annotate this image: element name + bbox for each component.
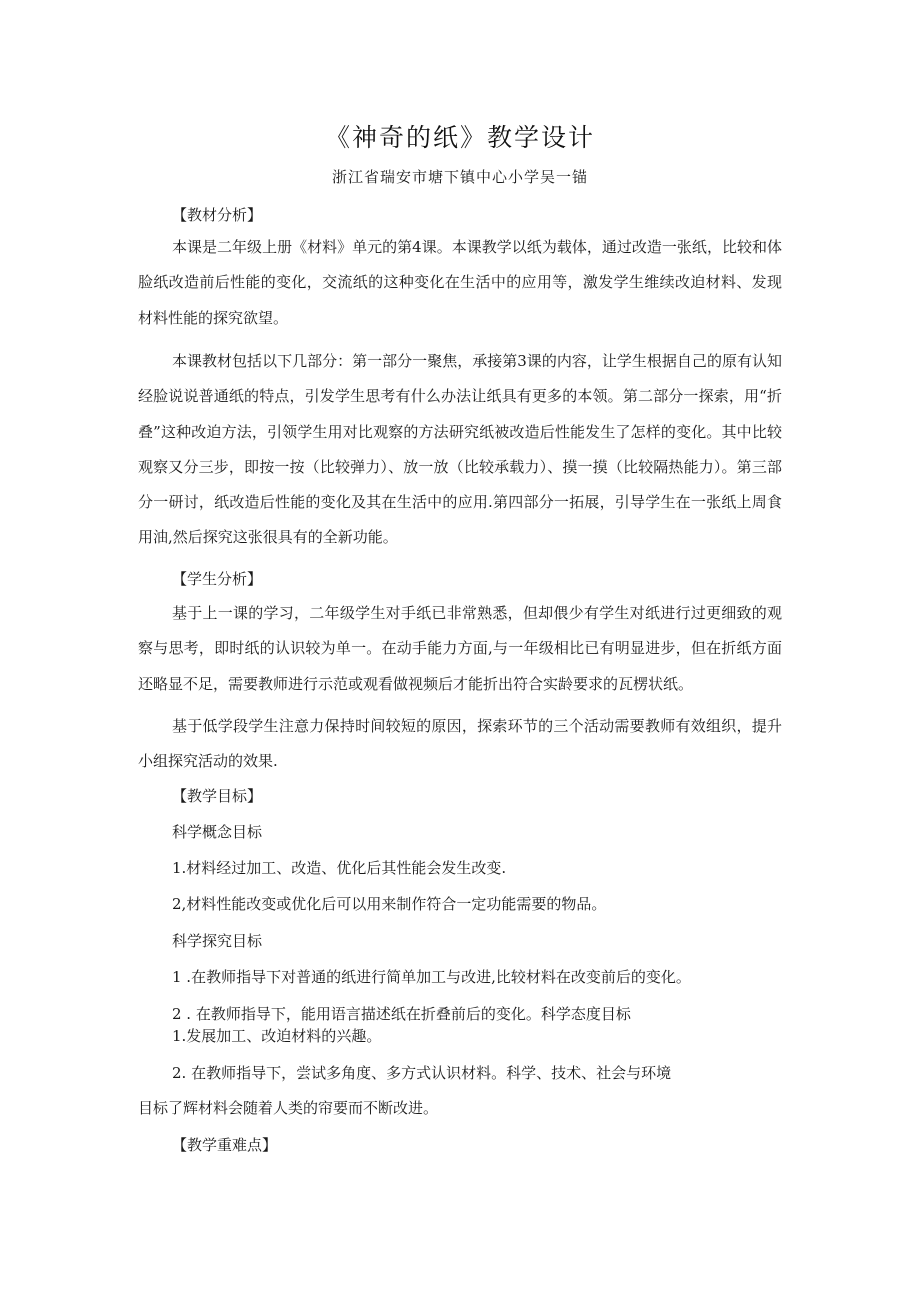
material-analysis-para-2: 本课教材包括以下几部分：第一部分一聚焦，承接第3课的内容，让学生根据自己的原有认知经脸说说普通纸的特点，引发学生思考有什么办法让纸具有更多的本领。第二部分一探索，用“折叠”这种改迫方法，引领学生用对比观察的方法研究纸被改造后性能发生了怎样的变化。其中比较观察又分三步，即按一按（比较弹力）、放一放（比较承载力）、摸一摸（比较隔热能力）。第三部分一研讨，纸改造后性能的变化及其在生活中的应用.第四部分一拓展，引导学生在一张纸上周食用油,然后探究这张很具有的全新功能。 [138, 352, 782, 547]
material-analysis-body-2 [138, 344, 782, 556]
material-analysis-para-1: 本课是二年级上册《材料》单元的第4课。本课教学以纸为载体，通过改造一张纸，比较和体脸纸改造前后性能的变化，交流纸的这种变化在生活中的应用等，激发学生维续改迫材料、发现材料性能的探究欲望。 [138, 238, 782, 327]
student-analysis-para-1: 基于上一课的学习，二年级学生对手纸已非常熟悉，但却偎少有学生对纸进行过更细致的观察与思考，即时纸的认识较为单一。在动手能力方面,与一年级相比已有明显进步，但在折纸方面还略显不足，需要教师进行示范或观看做视频后才能折出符合实龄要求的瓦楞状纸。 [138, 604, 782, 693]
inquiry-goal-1: 1 .在教师指导下对普通的纸进行简单加工与改进,比较材料在改变前后的变化。 [172, 968, 691, 986]
concept-goal-2: 2,材料性能改变或优化后可以用来制作符合一定功能需要的物品。 [172, 895, 607, 913]
heading-material-analysis: 【教材分析】 [172, 206, 263, 224]
sts-goal-1: 目标了辉材料会随着人类的帘要而不断改进。 [138, 1099, 439, 1117]
inquiry-goals-title: 科学探究目标 [172, 932, 263, 950]
student-analysis-body-2 [138, 709, 782, 780]
student-analysis-body [138, 596, 782, 702]
attitude-goal-2: 2. 在教师指导下，尝试多角度、多方式认识材料。科学、技术、社会与环境 [172, 1064, 672, 1082]
document-author: 浙江省瑞安市塘下镇中心小学吴一锚 [331, 168, 588, 186]
heading-key-points: 【教学重难点】 [172, 1136, 278, 1154]
document-title: 《神奇的纸》教学设计 [324, 123, 595, 152]
student-analysis-para-2: 基于低学段学生注意力保持时间较短的原因，探索环节的三个活动需要教师有效组织，提升小组探究活动的效果. [138, 717, 782, 771]
concept-goals-title: 科学概念目标 [172, 823, 263, 841]
heading-student-analysis: 【学生分析】 [172, 570, 263, 588]
heading-teaching-goals: 【教学目标】 [172, 787, 263, 805]
attitude-goal-1: 1.发展加工、改迫材料的兴趣。 [172, 1027, 382, 1045]
concept-goal-1: 1.材料经过加工、改造、优化后其性能会发生改变. [172, 859, 507, 877]
inquiry-goal-2: 2 . 在教师指导下，能用语言描述纸在折叠前后的变化。科学态度目标 [172, 1005, 631, 1023]
material-analysis-body [138, 230, 782, 336]
